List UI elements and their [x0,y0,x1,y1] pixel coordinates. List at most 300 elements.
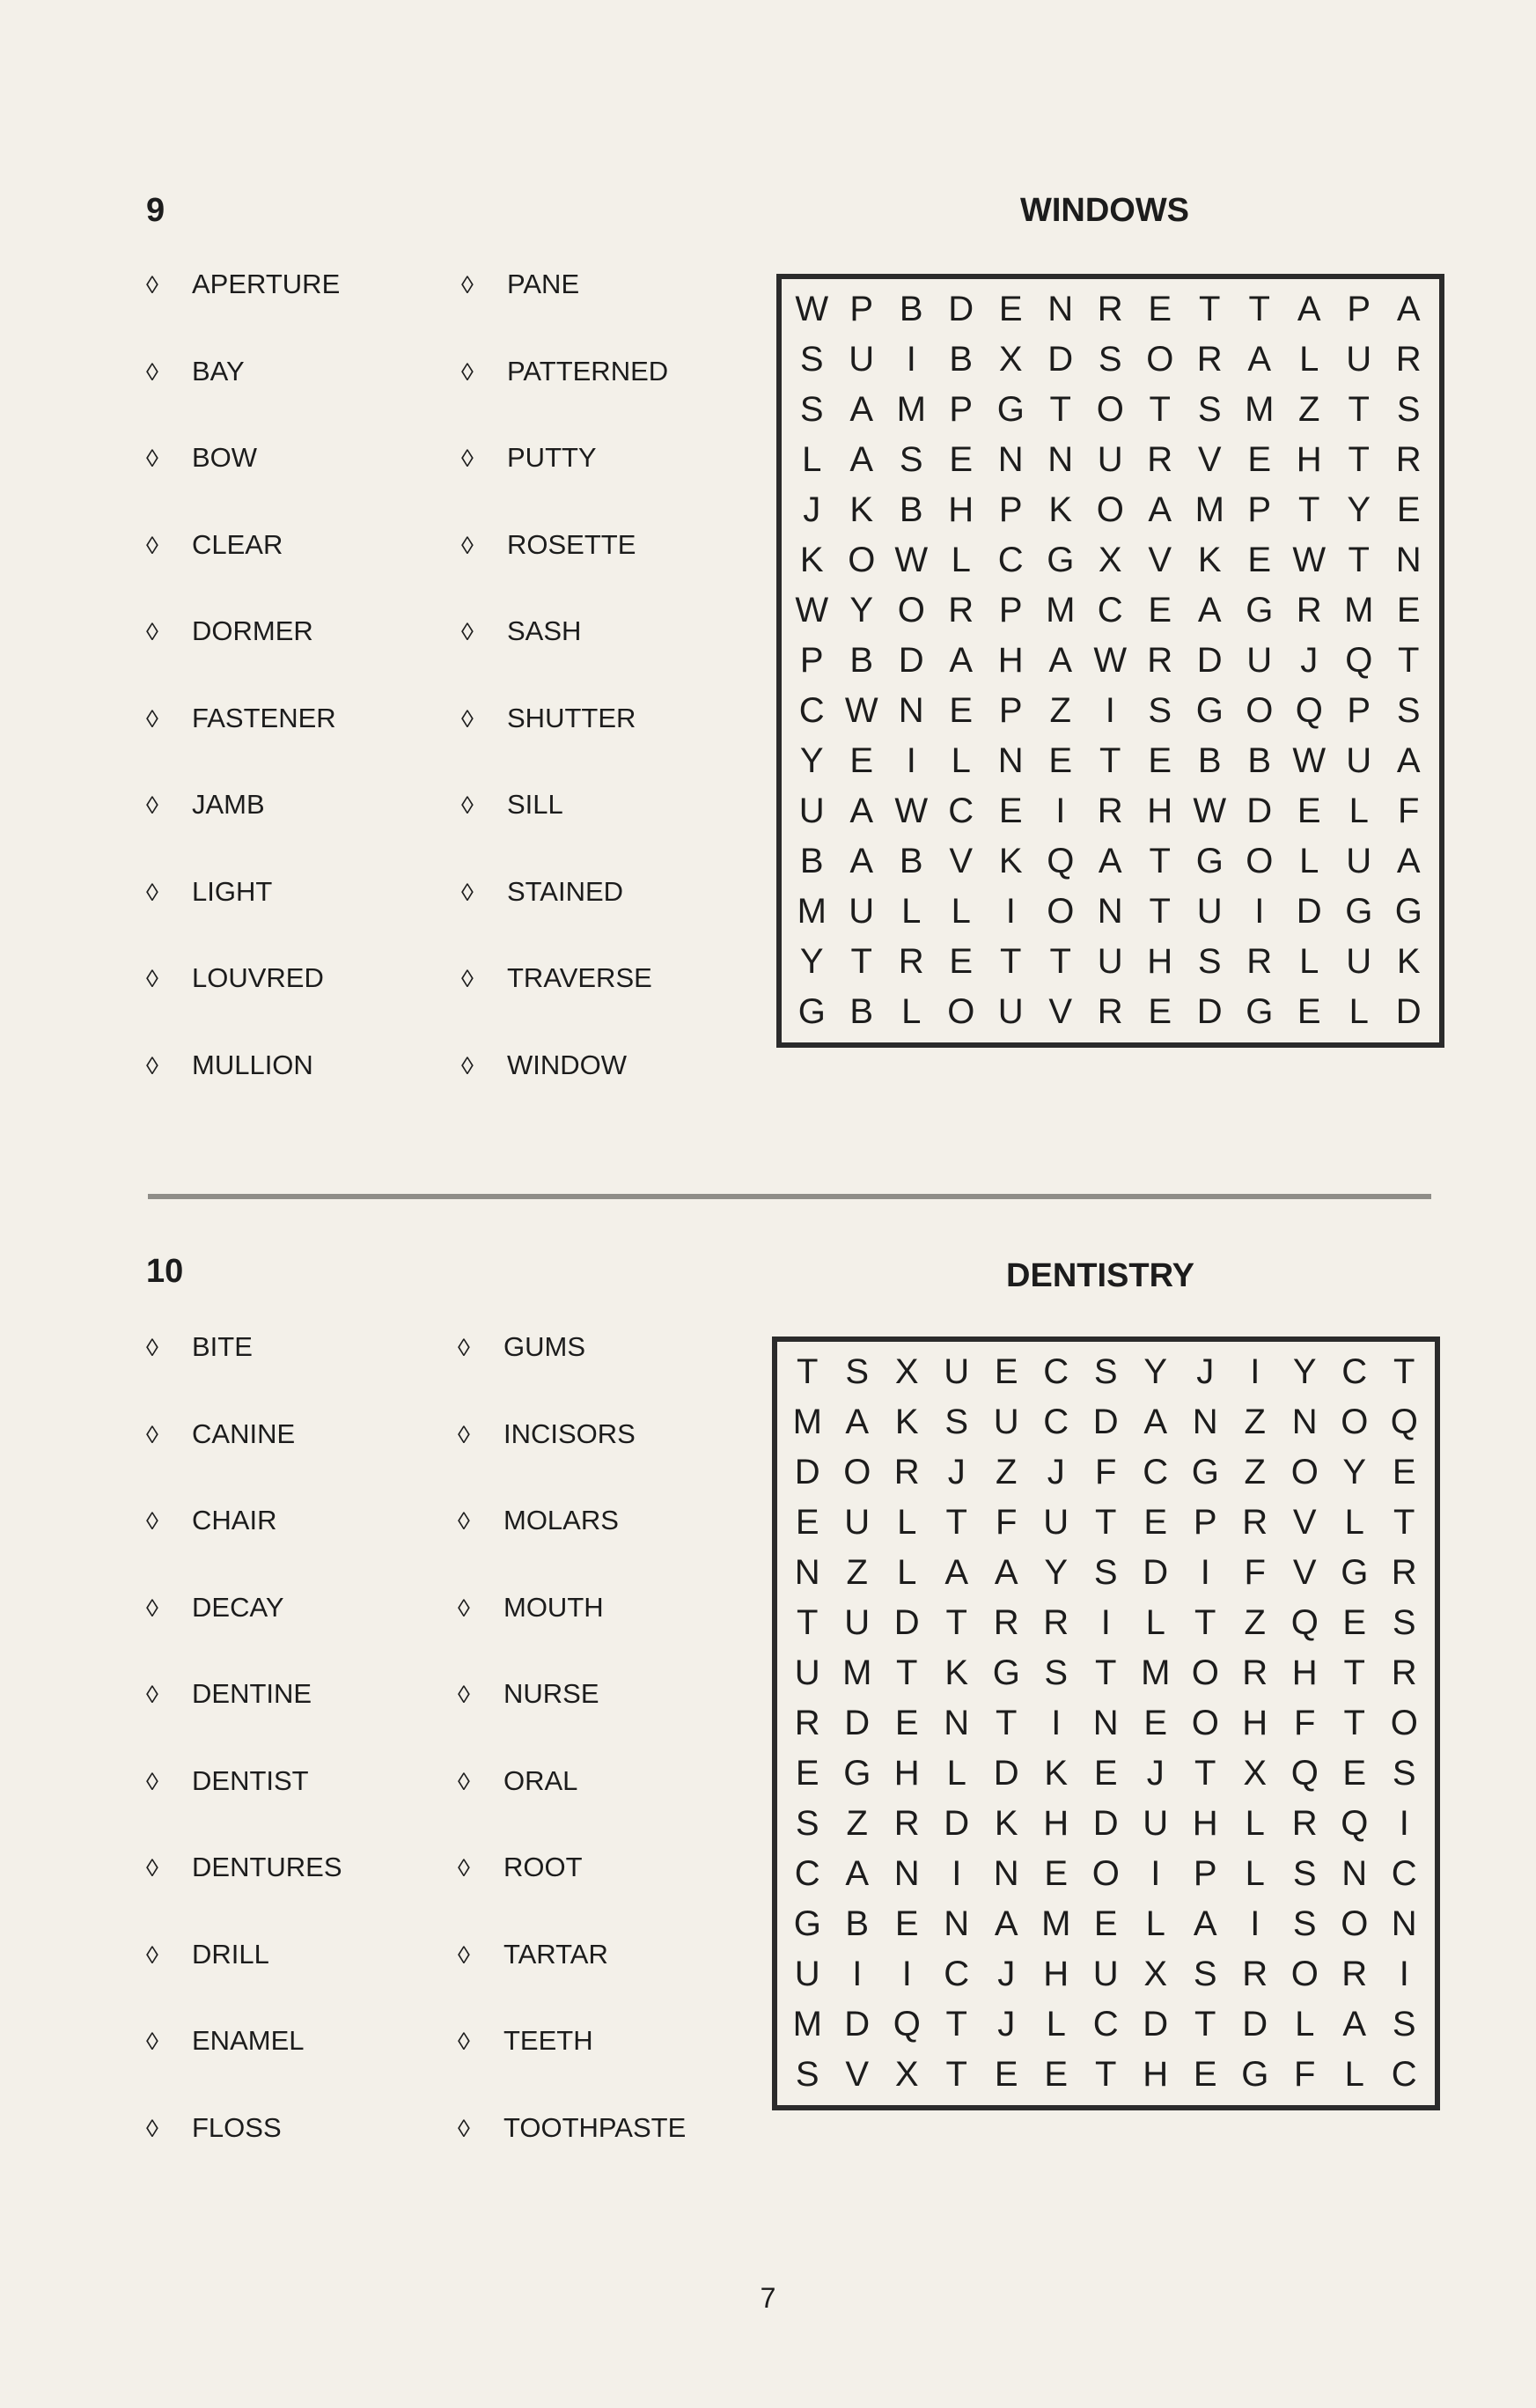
grid-cell[interactable]: D [1143,2005,1169,2043]
grid-cell[interactable]: P [998,591,1023,630]
grid-cell[interactable]: E [1193,2055,1217,2094]
grid-cell[interactable]: D [1246,792,1273,830]
grid-cell[interactable]: I [1200,1553,1210,1592]
grid-cell[interactable]: A [1148,490,1172,529]
grid-cell[interactable]: C [1097,591,1123,630]
grid-cell[interactable]: D [844,2005,871,2043]
grid-cell[interactable]: R [1341,1955,1368,1993]
grid-cell[interactable]: O [1091,1854,1120,1893]
grid-cell[interactable]: H [1242,1704,1268,1742]
grid-cell[interactable]: O [848,541,876,579]
grid-cell[interactable]: L [1245,1804,1265,1843]
grid-cell[interactable]: G [793,1904,821,1943]
grid-cell[interactable]: T [797,1352,819,1391]
grid-cell[interactable]: D [944,1804,970,1843]
grid-cell[interactable]: C [1092,2005,1119,2043]
grid-cell[interactable]: T [1149,892,1171,931]
grid-cell[interactable]: C [794,1854,820,1893]
grid-cell[interactable]: X [1243,1754,1268,1793]
grid-cell[interactable]: Q [1047,842,1075,880]
grid-cell[interactable]: N [1395,541,1422,579]
grid-cell[interactable]: H [948,490,974,529]
grid-cell[interactable]: G [992,1653,1020,1692]
grid-cell[interactable]: M [1344,591,1374,630]
grid-cell[interactable]: W [1292,541,1327,579]
grid-cell[interactable]: A [994,1904,1018,1943]
grid-cell[interactable]: W [894,541,929,579]
grid-cell[interactable]: I [1100,1603,1111,1642]
grid-cell[interactable]: S [1292,1854,1317,1893]
grid-cell[interactable]: C [798,691,825,730]
grid-cell[interactable]: I [1150,1854,1161,1893]
grid-cell[interactable]: U [1346,842,1372,880]
grid-cell[interactable]: T [1194,1603,1216,1642]
grid-cell[interactable]: E [1396,591,1421,630]
grid-cell[interactable]: B [899,290,923,328]
grid-cell[interactable]: F [1294,1704,1316,1742]
grid-cell[interactable]: Y [1342,1453,1367,1491]
grid-cell[interactable]: P [998,691,1023,730]
grid-cell[interactable]: E [998,792,1023,830]
grid-cell[interactable]: N [944,1704,970,1742]
grid-cell[interactable]: T [1343,1653,1365,1692]
grid-cell[interactable]: W [894,792,929,830]
grid-cell[interactable]: A [1396,741,1421,780]
grid-cell[interactable]: D [948,290,974,328]
grid-cell[interactable]: T [1348,541,1370,579]
grid-cell[interactable]: O [1096,490,1124,529]
grid-cell[interactable]: L [1349,992,1369,1031]
grid-cell[interactable]: W [795,290,829,328]
grid-cell[interactable]: M [1245,390,1275,429]
grid-cell[interactable]: U [1346,942,1372,981]
grid-cell[interactable]: K [998,842,1023,880]
grid-cell[interactable]: P [949,390,974,429]
grid-cell[interactable]: N [1291,1403,1318,1441]
grid-cell[interactable]: S [795,1804,819,1843]
grid-cell[interactable]: U [1043,1503,1069,1542]
grid-cell[interactable]: M [842,1653,872,1692]
grid-cell[interactable]: A [849,792,874,830]
grid-cell[interactable]: H [1043,1804,1069,1843]
grid-cell[interactable]: C [948,792,974,830]
grid-cell[interactable]: T [1095,1653,1117,1692]
grid-cell[interactable]: Q [893,2005,921,2043]
grid-cell[interactable]: G [1047,541,1075,579]
grid-cell[interactable]: D [893,1603,920,1642]
grid-cell[interactable]: E [1093,1754,1118,1793]
grid-cell[interactable]: R [1296,591,1322,630]
grid-cell[interactable]: S [1292,1904,1317,1943]
grid-cell[interactable]: N [1341,1854,1368,1893]
grid-cell[interactable]: W [1093,641,1128,680]
grid-cell[interactable]: S [799,390,824,429]
grid-cell[interactable]: R [993,1603,1019,1642]
grid-cell[interactable]: S [1197,390,1222,429]
grid-cell[interactable]: G [1241,2055,1269,2094]
grid-cell[interactable]: B [849,641,874,680]
grid-cell[interactable]: U [944,1352,970,1391]
grid-cell[interactable]: E [994,1352,1018,1391]
grid-cell[interactable]: Q [1390,1403,1418,1441]
grid-cell[interactable]: A [1098,842,1122,880]
grid-cell[interactable]: E [949,691,974,730]
grid-cell[interactable]: M [1194,490,1224,529]
grid-cell[interactable]: S [944,1403,969,1441]
grid-cell[interactable]: O [1047,892,1075,931]
grid-cell[interactable]: R [893,1453,920,1491]
grid-cell[interactable]: E [795,1754,819,1793]
grid-cell[interactable]: R [1391,1653,1417,1692]
grid-cell[interactable]: C [1143,1453,1169,1491]
grid-cell[interactable]: T [1095,1503,1117,1542]
grid-cell[interactable]: E [894,1704,919,1742]
grid-cell[interactable]: S [1197,942,1222,981]
grid-cell[interactable]: O [1146,340,1174,379]
grid-cell[interactable]: S [1093,1352,1118,1391]
grid-cell[interactable]: L [951,741,971,780]
grid-cell[interactable]: Y [1347,490,1371,529]
grid-cell[interactable]: D [1242,2005,1268,2043]
grid-cell[interactable]: H [1147,942,1173,981]
grid-cell[interactable]: I [1005,892,1016,931]
grid-cell[interactable]: A [1247,340,1272,379]
grid-cell[interactable]: I [1250,1352,1260,1391]
grid-cell[interactable]: O [897,591,925,630]
grid-cell[interactable]: L [901,992,922,1031]
grid-cell[interactable]: M [1041,1904,1071,1943]
grid-cell[interactable]: L [897,1553,917,1592]
grid-cell[interactable]: I [952,1854,962,1893]
grid-cell[interactable]: Y [1143,1352,1168,1391]
grid-cell[interactable]: L [946,1754,966,1793]
grid-cell[interactable]: X [998,340,1023,379]
grid-cell[interactable]: R [1242,1503,1268,1542]
grid-cell[interactable]: T [1248,290,1270,328]
grid-cell[interactable]: I [1399,1955,1409,1993]
grid-cell[interactable]: T [945,1603,967,1642]
grid-cell[interactable]: L [1299,842,1319,880]
grid-cell[interactable]: S [799,340,824,379]
grid-cell[interactable]: G [1246,591,1274,630]
grid-cell[interactable]: T [1149,842,1171,880]
grid-cell[interactable]: A [1197,591,1222,630]
grid-cell[interactable]: J [997,1955,1016,1993]
grid-cell[interactable]: D [1296,892,1322,931]
grid-cell[interactable]: G [1345,892,1373,931]
grid-cell[interactable]: T [896,1653,918,1692]
grid-cell[interactable]: S [1148,691,1172,730]
grid-cell[interactable]: L [1145,1904,1165,1943]
grid-cell[interactable]: S [1044,1653,1069,1692]
grid-cell[interactable]: I [1105,691,1115,730]
grid-cell[interactable]: G [1341,1553,1369,1592]
grid-cell[interactable]: L [1145,1603,1165,1642]
grid-cell[interactable]: U [1143,1804,1169,1843]
grid-cell[interactable]: V [1197,440,1222,479]
grid-cell[interactable]: C [997,541,1024,579]
grid-cell[interactable]: A [949,641,974,680]
grid-cell[interactable]: N [1097,892,1123,931]
grid-cell[interactable]: K [944,1653,969,1692]
grid-cell[interactable]: D [1196,641,1223,680]
grid-cell[interactable]: D [1196,992,1223,1031]
grid-cell[interactable]: I [906,340,916,379]
grid-cell[interactable]: T [1398,641,1420,680]
grid-cell[interactable]: K [1048,490,1073,529]
grid-cell[interactable]: E [1148,591,1172,630]
grid-cell[interactable]: E [1093,1904,1118,1943]
grid-cell[interactable]: D [1092,1403,1119,1441]
grid-cell[interactable]: T [1000,942,1022,981]
grid-cell[interactable]: T [1393,1352,1415,1391]
grid-cell[interactable]: O [1246,842,1274,880]
grid-cell[interactable]: T [1199,290,1221,328]
grid-cell[interactable]: C [1043,1352,1069,1391]
grid-cell[interactable]: A [1143,1403,1168,1441]
grid-cell[interactable]: Y [1044,1553,1069,1592]
grid-cell[interactable]: U [794,1955,820,1993]
grid-cell[interactable]: L [897,1503,917,1542]
grid-cell[interactable]: G [1195,691,1224,730]
grid-cell[interactable]: T [1099,741,1121,780]
grid-cell[interactable]: U [1346,340,1372,379]
grid-cell[interactable]: A [1048,641,1073,680]
grid-cell[interactable]: T [1049,942,1071,981]
grid-cell[interactable]: U [1246,641,1273,680]
grid-cell[interactable]: C [1043,1403,1069,1441]
grid-cell[interactable]: M [1141,1653,1171,1692]
grid-cell[interactable]: N [893,1854,920,1893]
grid-cell[interactable]: D [993,1754,1019,1793]
grid-cell[interactable]: V [949,842,974,880]
grid-cell[interactable]: U [798,792,825,830]
grid-cell[interactable]: D [1395,992,1422,1031]
grid-cell[interactable]: H [1291,1653,1318,1692]
grid-cell[interactable]: T [1298,490,1320,529]
grid-cell[interactable]: Y [1292,1352,1317,1391]
grid-cell[interactable]: N [997,440,1024,479]
grid-cell[interactable]: P [1347,691,1371,730]
grid-cell[interactable]: T [1393,1503,1415,1542]
grid-cell[interactable]: G [1191,1453,1219,1491]
grid-cell[interactable]: B [899,490,923,529]
grid-cell[interactable]: E [1396,490,1421,529]
grid-cell[interactable]: T [945,1503,967,1542]
grid-cell[interactable]: E [1148,741,1172,780]
grid-cell[interactable]: U [844,1603,871,1642]
grid-cell[interactable]: U [1097,440,1123,479]
grid-cell[interactable]: N [1047,290,1074,328]
grid-cell[interactable]: E [894,1904,919,1943]
grid-cell[interactable]: K [849,490,874,529]
grid-cell[interactable]: A [849,842,874,880]
grid-cell[interactable]: P [849,290,874,328]
grid-cell[interactable]: G [1195,842,1224,880]
grid-cell[interactable]: R [1291,1804,1318,1843]
grid-cell[interactable]: A [1396,842,1421,880]
grid-cell[interactable]: B [849,992,874,1031]
grid-cell[interactable]: O [843,1453,871,1491]
grid-cell[interactable]: S [1392,2005,1416,2043]
grid-cell[interactable]: S [1392,1754,1416,1793]
grid-cell[interactable]: S [1193,1955,1217,1993]
grid-cell[interactable]: D [1143,1553,1169,1592]
grid-cell[interactable]: F [1244,1553,1266,1592]
grid-cell[interactable]: S [1093,1553,1118,1592]
grid-cell[interactable]: D [844,1704,871,1742]
grid-cell[interactable]: W [795,591,829,630]
grid-cell[interactable]: I [1250,1904,1260,1943]
grid-cell[interactable]: R [1043,1603,1069,1642]
grid-cell[interactable]: A [994,1553,1018,1592]
grid-cell[interactable]: E [1044,1854,1069,1893]
grid-cell[interactable]: O [1246,691,1274,730]
grid-cell[interactable]: N [1192,1403,1218,1441]
grid-cell[interactable]: L [1245,1854,1265,1893]
grid-cell[interactable]: O [1290,1453,1319,1491]
grid-cell[interactable]: C [1341,1352,1368,1391]
grid-cell[interactable]: D [898,641,924,680]
grid-cell[interactable]: V [1292,1503,1317,1542]
grid-cell[interactable]: C [944,1955,970,1993]
grid-cell[interactable]: Z [1049,691,1071,730]
grid-cell[interactable]: U [993,1403,1019,1441]
grid-cell[interactable]: N [993,1854,1019,1893]
grid-cell[interactable]: J [1146,1754,1165,1793]
grid-cell[interactable]: B [799,842,824,880]
grid-cell[interactable]: E [1297,992,1321,1031]
grid-cell[interactable]: R [794,1704,820,1742]
grid-cell[interactable]: R [1196,340,1223,379]
grid-cell[interactable]: O [1096,390,1124,429]
grid-cell[interactable]: Q [1341,1804,1369,1843]
grid-cell[interactable]: O [1341,1403,1369,1441]
grid-cell[interactable]: L [951,892,971,931]
grid-cell[interactable]: I [1055,792,1066,830]
grid-cell[interactable]: R [1391,1553,1417,1592]
grid-cell[interactable]: L [1299,340,1319,379]
grid-cell[interactable]: I [1051,1704,1062,1742]
grid-cell[interactable]: L [1344,1503,1364,1542]
grid-cell[interactable]: N [898,691,924,730]
grid-cell[interactable]: G [797,992,826,1031]
grid-cell[interactable]: X [894,2055,919,2094]
grid-cell[interactable]: D [1092,1804,1119,1843]
grid-cell[interactable]: T [1348,390,1370,429]
grid-cell[interactable]: S [845,1352,870,1391]
grid-cell[interactable]: U [1346,741,1372,780]
grid-cell[interactable]: T [1343,1704,1365,1742]
grid-cell[interactable]: Z [1244,1453,1266,1491]
grid-cell[interactable]: S [1392,1603,1416,1642]
grid-cell[interactable]: B [845,1904,870,1943]
grid-cell[interactable]: M [792,1403,822,1441]
grid-cell[interactable]: E [949,942,974,981]
grid-cell[interactable]: K [1044,1754,1069,1793]
grid-cell[interactable]: E [1044,2055,1069,2094]
grid-cell[interactable]: M [1046,591,1076,630]
grid-cell[interactable]: E [1392,1453,1416,1491]
grid-cell[interactable]: K [799,541,824,579]
grid-cell[interactable]: E [1247,440,1272,479]
grid-cell[interactable]: R [898,942,924,981]
grid-cell[interactable]: L [1295,2005,1315,2043]
grid-cell[interactable]: T [850,942,872,981]
grid-cell[interactable]: O [947,992,975,1031]
grid-cell[interactable]: R [948,591,974,630]
grid-cell[interactable]: W [1193,792,1227,830]
grid-cell[interactable]: E [1148,992,1172,1031]
grid-cell[interactable]: O [1290,1955,1319,1993]
grid-cell[interactable]: P [1347,290,1371,328]
grid-cell[interactable]: B [899,842,923,880]
grid-cell[interactable]: A [1342,2005,1367,2043]
grid-cell[interactable]: O [1191,1653,1219,1692]
grid-cell[interactable]: N [997,741,1024,780]
grid-cell[interactable]: Q [1345,641,1373,680]
grid-cell[interactable]: T [1348,440,1370,479]
grid-cell[interactable]: P [1193,1854,1217,1893]
grid-cell[interactable]: O [1390,1704,1418,1742]
grid-cell[interactable]: H [1147,792,1173,830]
grid-cell[interactable]: W [844,691,878,730]
grid-cell[interactable]: H [1296,440,1322,479]
grid-cell[interactable]: V [1148,541,1172,579]
grid-cell[interactable]: H [1043,1955,1069,1993]
grid-cell[interactable]: V [1048,992,1073,1031]
grid-cell[interactable]: L [951,541,971,579]
grid-cell[interactable]: R [1097,792,1123,830]
grid-cell[interactable]: S [1396,691,1421,730]
grid-cell[interactable]: E [1148,290,1172,328]
grid-cell[interactable]: T [1194,2005,1216,2043]
grid-cell[interactable]: T [1049,390,1071,429]
grid-cell[interactable]: L [1046,2005,1066,2043]
grid-cell[interactable]: R [1242,1653,1268,1692]
grid-cell[interactable]: K [894,1403,919,1441]
grid-cell[interactable]: A [944,1553,969,1592]
grid-cell[interactable]: E [949,440,974,479]
grid-cell[interactable]: B [1247,741,1272,780]
grid-cell[interactable]: T [1095,2055,1117,2094]
grid-cell[interactable]: I [1254,892,1265,931]
grid-cell[interactable]: H [997,641,1024,680]
grid-cell[interactable]: E [1143,1704,1168,1742]
grid-cell[interactable]: F [1398,792,1420,830]
grid-cell[interactable]: E [1143,1503,1168,1542]
grid-cell[interactable]: E [1297,792,1321,830]
grid-cell[interactable]: E [1048,741,1073,780]
grid-cell[interactable]: F [1095,1453,1117,1491]
grid-cell[interactable]: Z [996,1453,1018,1491]
grid-cell[interactable]: F [996,1503,1018,1542]
grid-cell[interactable]: C [1391,1854,1417,1893]
grid-cell[interactable]: O [1191,1704,1219,1742]
grid-cell[interactable]: T [797,1603,819,1642]
grid-cell[interactable]: R [1147,641,1173,680]
grid-cell[interactable]: Q [1290,1754,1319,1793]
grid-cell[interactable]: E [998,290,1023,328]
grid-cell[interactable]: G [843,1754,871,1793]
grid-cell[interactable]: T [996,1704,1018,1742]
grid-cell[interactable]: Y [799,942,824,981]
grid-cell[interactable]: S [795,2055,819,2094]
grid-cell[interactable]: Z [846,1804,868,1843]
grid-cell[interactable]: N [1391,1904,1417,1943]
grid-cell[interactable]: G [1246,992,1274,1031]
grid-cell[interactable]: D [794,1453,820,1491]
